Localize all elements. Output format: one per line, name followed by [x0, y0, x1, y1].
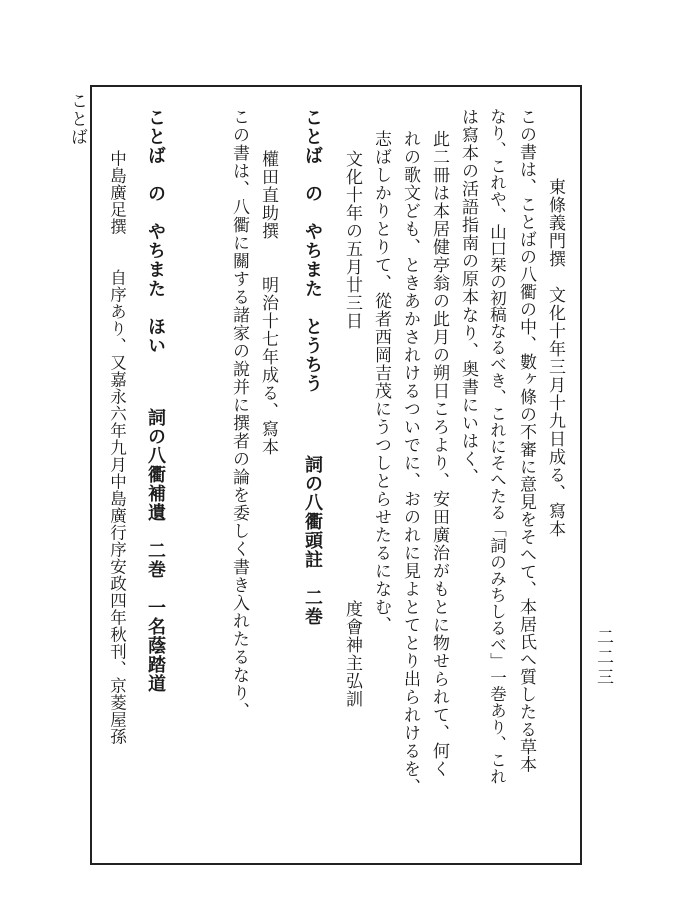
column-4: は寫本の活語指南の原本なり、奥書にいはく、	[458, 108, 478, 486]
column-1: 東條義門撰 文化十年三月十九日成る、寫本	[545, 178, 565, 538]
column-6: れの歌文ども、ときあかされけるついでに、おのれに見よとてとり出られけるを、	[400, 130, 420, 796]
page-number: 二二三	[593, 628, 613, 688]
column-3: なり、これや、山口栞の初稿なるべき、これにそへたる「詞のみちしるべ」一巻あり、これ	[487, 108, 507, 785]
column-5: 此二冊は本居健亭翁の此月の朔日ころより、安田廣治がもとに物せられて、何く	[429, 130, 449, 778]
column-8-date: 文化十年の五月廿三日	[342, 150, 362, 330]
running-title: ことば	[67, 92, 87, 146]
column-12-title: 詞の八衢補遺 二巻 一名蔭踏道	[145, 408, 166, 693]
column-9-reading: ことば の やちまた とうちう	[302, 108, 323, 393]
column-7: 志ばしかりとりて、從者西岡吉茂にうつしとらせたるになむ、	[371, 130, 391, 634]
column-13: 中島廣足撰 自序あり、又嘉永六年九月中島廣行序安政四年秋刊、京菱屋孫	[107, 150, 127, 745]
column-10: 權田直助撰 明治十七年成る、寫本	[258, 150, 278, 456]
column-8-signature: 度會神主弘訓	[342, 600, 362, 708]
column-11: この書は、八衢に關する諸家の說并に撰者の論を委しく書き入れたるなり、	[229, 108, 249, 720]
column-2: この書は、ことばの八衢の中、數ヶ條の不審に意見をそへて、本居氏へ質したる草本	[516, 108, 536, 773]
column-12-reading: ことば の やちまた ほい	[145, 108, 166, 355]
column-9-title: 詞の八衢頭註 二巻	[302, 455, 323, 626]
